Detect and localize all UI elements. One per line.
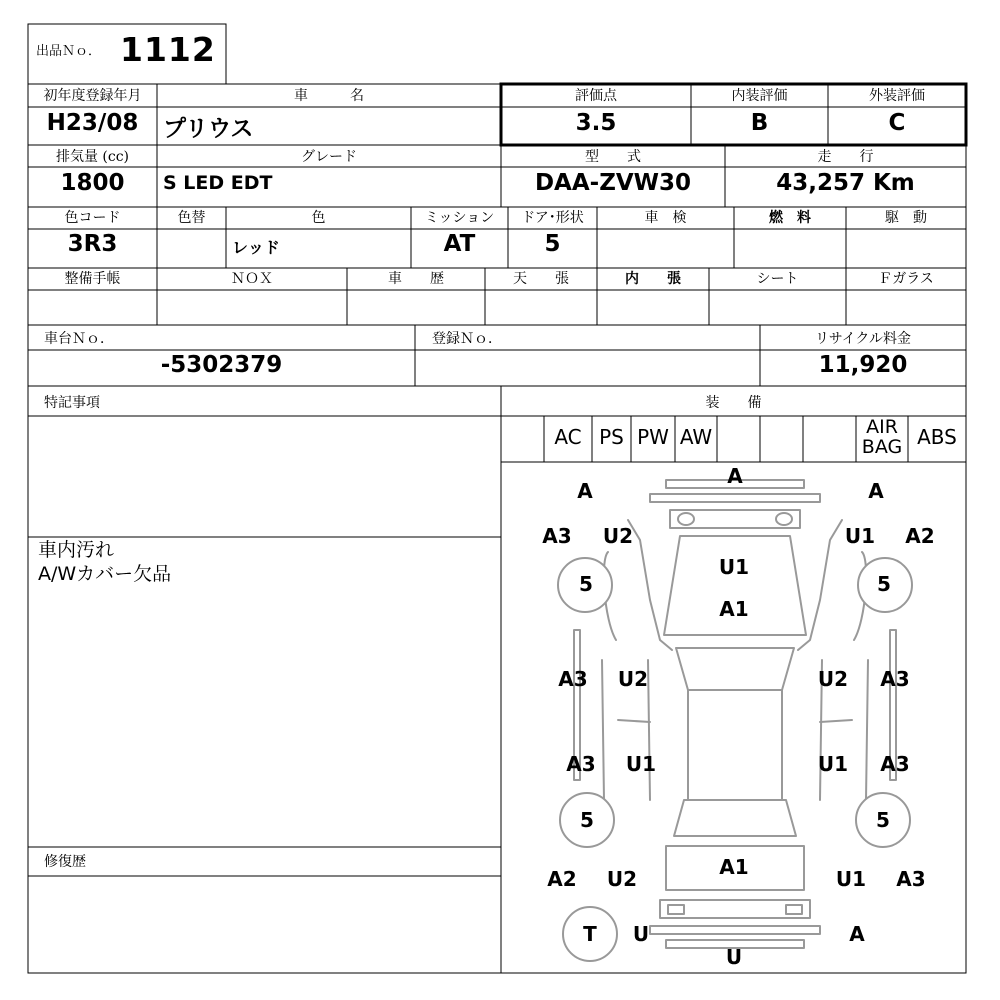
exterior-rating: C (888, 110, 906, 136)
mark-front-right-fender-u: U1 (844, 524, 876, 548)
mark-hood-u: U1 (718, 555, 750, 579)
mileage: 43,257 Km (776, 170, 915, 196)
color-label: 色 (311, 210, 326, 226)
mark-front-right-door-u: U2 (817, 667, 849, 691)
equipment-ac: AC (554, 425, 582, 449)
mark-rear-right-bumper: A (849, 922, 865, 946)
doors: 5 (544, 231, 561, 257)
front-glass-label: Ｆガラス (878, 271, 934, 287)
mark-rear-right-wheel: 5 (876, 808, 890, 832)
mark-rear-left-door-a: A3 (566, 752, 596, 776)
equipment-aw: AW (679, 425, 713, 449)
registration-number-label: 登録Ｎｏ． (432, 331, 502, 347)
mark-rear-right-quarter-u: U1 (835, 867, 867, 891)
mark-rear-bumper: U (725, 945, 743, 969)
mark-trunk-a: A1 (719, 855, 749, 879)
repair-history-label: 修復歴 (44, 854, 86, 870)
mark-front-left-fender-u: U2 (602, 524, 634, 548)
transmission: AT (443, 231, 476, 257)
grade: S LED EDT (163, 172, 273, 194)
car-name: プリウス (163, 116, 254, 142)
interior-trim-label: 内 張 (625, 271, 681, 287)
drive-label: 駆 動 (885, 210, 927, 226)
interior-rating: B (750, 110, 769, 136)
mark-spare-tire: T (583, 922, 597, 946)
color-code-label: 色コード (64, 210, 121, 226)
doors-label: ドア･形状 (521, 210, 584, 226)
mark-hood-a: A1 (719, 597, 749, 621)
score: 3.5 (575, 110, 617, 136)
recycle-fee: 11,920 (818, 352, 908, 378)
headliner-label: 天 張 (513, 271, 569, 287)
car-name-label: 車 名 (294, 88, 364, 104)
seat-label: シート (756, 271, 799, 287)
fuel-label: 燃 料 (769, 210, 811, 226)
color: レッド (232, 238, 280, 257)
mark-front-right-door-a: A3 (880, 667, 910, 691)
special-note-line-2: A/Wカバー欠品 (38, 563, 172, 585)
mark-front-left-corner: A (577, 479, 593, 503)
equipment-ps: PS (599, 425, 624, 449)
first-registration: H23/08 (46, 110, 139, 136)
nox-label: ＮＯＸ (231, 271, 273, 287)
score-label: 評価点 (575, 88, 617, 104)
equipment-pw: PW (637, 425, 669, 449)
first-registration-label: 初年度登録年月 (43, 88, 142, 104)
mark-front-left-wheel: 5 (579, 572, 593, 596)
special-note-line-1: 車内汚れ (38, 539, 115, 561)
inspection-label: 車 検 (644, 210, 687, 226)
mark-rear-left-door-u: U1 (625, 752, 657, 776)
chassis-number: -5302379 (160, 352, 283, 378)
mark-rear-left-quarter-u: U2 (606, 867, 638, 891)
color-code: 3R3 (67, 231, 118, 257)
mileage-label: 走 行 (817, 149, 874, 165)
lot-number: 1112 (120, 30, 216, 69)
special-notes-label: 特記事項 (44, 395, 100, 411)
chassis-number-label: 車台Ｎｏ． (44, 331, 114, 347)
mark-rear-right-door-a: A3 (880, 752, 910, 776)
maintenance-record-label: 整備手帳 (64, 271, 121, 287)
equipment-airbag: AIR BAG (861, 416, 903, 458)
mark-rear-right-door-u: U1 (817, 752, 849, 776)
mark-front-left-door-a: A3 (558, 667, 588, 691)
mark-front-right-fender-a: A2 (905, 524, 935, 548)
interior-rating-label: 内装評価 (731, 88, 788, 104)
grade-label: グレード (301, 149, 357, 165)
lot-number-label: 出品Ｎｏ． (36, 44, 102, 59)
equipment-abs: ABS (917, 425, 957, 449)
equipment-label: 装 備 (705, 395, 762, 411)
recycle-fee-label: リサイクル料金 (814, 331, 912, 347)
mark-rear-left-quarter-a: A2 (547, 867, 577, 891)
exterior-rating-label: 外装評価 (869, 88, 925, 104)
model-label: 型 式 (585, 149, 641, 165)
mark-front-right-corner: A (868, 479, 884, 503)
mark-front-left-door-u: U2 (617, 667, 649, 691)
mark-front-right-wheel: 5 (877, 572, 891, 596)
mark-rear-left-wheel: 5 (580, 808, 594, 832)
mark-rear-left-bumper: U (632, 922, 650, 946)
model: DAA-ZVW30 (534, 170, 692, 196)
displacement: 1800 (60, 170, 125, 196)
mark-rear-right-quarter-a: A3 (896, 867, 926, 891)
displacement-label: 排気量 (cc) (55, 149, 130, 165)
transmission-label: ミッション (424, 210, 495, 226)
vehicle-history-label: 車 歴 (388, 271, 444, 287)
repaint-label: 色替 (177, 210, 206, 226)
mark-front-bumper: A (727, 464, 743, 488)
mark-front-left-fender-a: A3 (542, 524, 572, 548)
